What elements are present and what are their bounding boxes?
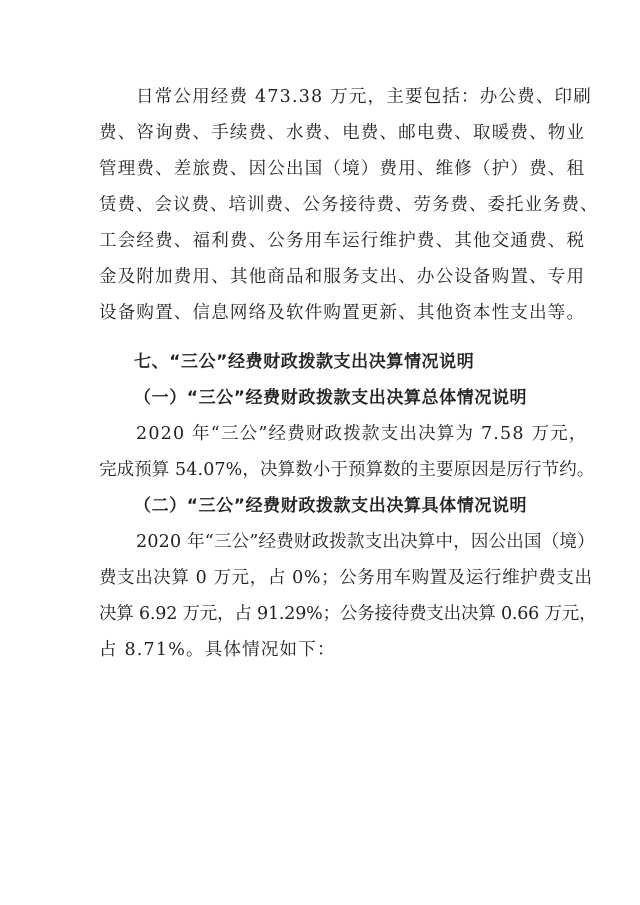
paragraph-line: 2020 年“三公”经费财政拨款支出决算为 7.58 万元， <box>136 424 588 444</box>
subsection-heading-detail: （二）“三公”经费财政拨款支出决算具体情况说明 <box>134 496 528 516</box>
paragraph-line: 2020 年“三公”经费财政拨款支出决算中，因公出国（境） <box>136 532 595 552</box>
paragraph-line: 设备购置、信息网络及软件购置更新、其他资本性支出等。 <box>99 303 586 323</box>
paragraph-line: 管理费、差旅费、因公出国（境）费用、维修（护）费、租 <box>99 159 586 179</box>
paragraph-line: 完成预算 54.07%，决算数小于预算数的主要原因是厉行节约。 <box>99 460 595 480</box>
paragraph-line: 费、咨询费、手续费、水费、电费、邮电费、取暖费、物业 <box>99 123 586 143</box>
subsection-heading-overall: （一）“三公”经费财政拨款支出决算总体情况说明 <box>134 388 528 408</box>
paragraph-line: 费支出决算 0 万元，占 0%；公务用车购置及运行维护费支出 <box>99 568 593 588</box>
paragraph-line: 决算 6.92 万元，占 91.29%；公务接待费支出决算 0.66 万元， <box>99 604 597 624</box>
paragraph-line: 金及附加费用、其他商品和服务支出、办公设备购置、专用 <box>99 267 586 287</box>
paragraph-line: 日常公用经费 473.38 万元，主要包括：办公费、印刷 <box>136 87 592 107</box>
paragraph-line: 占 8.71%。具体情况如下： <box>99 640 336 660</box>
paragraph-line: 工会经费、福利费、公务用车运行维护费、其他交通费、税 <box>99 231 586 251</box>
section-heading: 七、“三公”经费财政拨款支出决算情况说明 <box>134 352 475 372</box>
paragraph-line: 赁费、会议费、培训费、公务接待费、劳务费、委托业务费、 <box>99 195 599 215</box>
